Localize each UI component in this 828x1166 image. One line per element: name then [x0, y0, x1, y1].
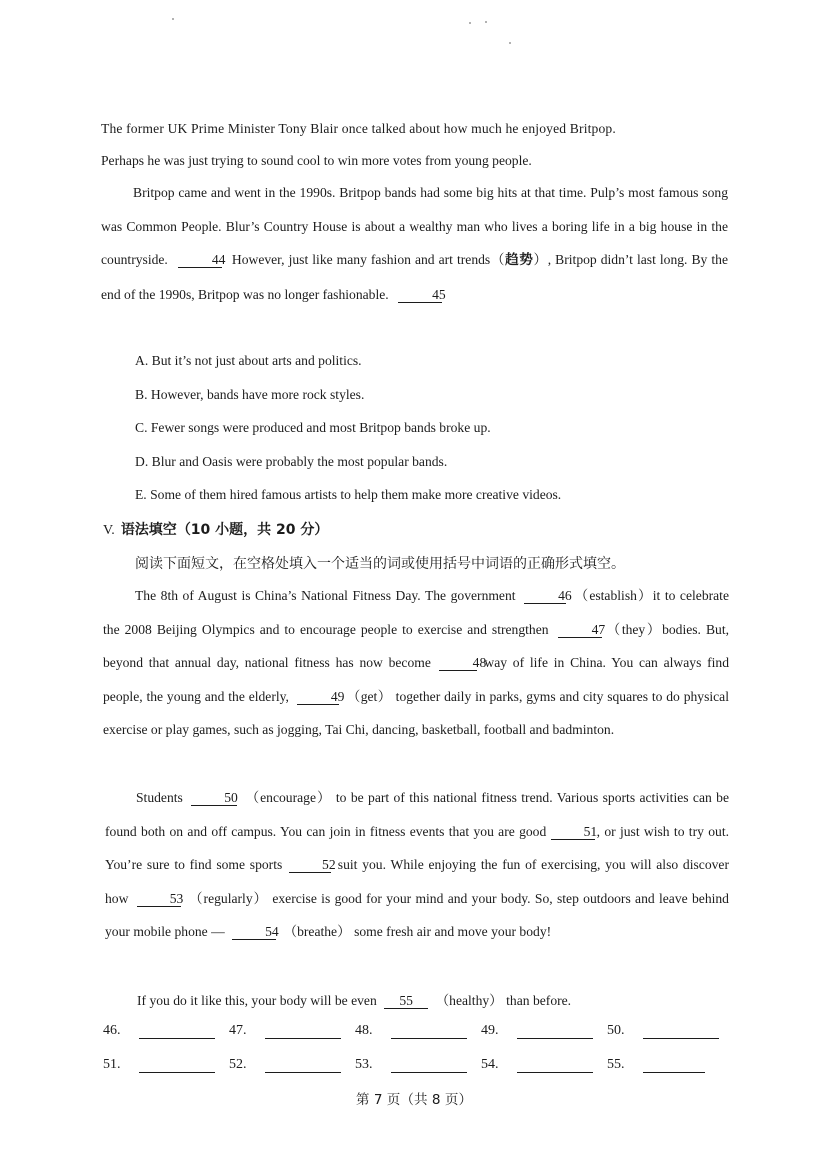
option-letter: D.	[135, 454, 149, 469]
answer-slot	[355, 1023, 481, 1039]
blank-46[interactable]: 46	[524, 588, 566, 604]
blank-48[interactable]: 48	[439, 655, 477, 671]
answer-slot	[481, 1023, 607, 1039]
passage-line-2: Perhaps he was just trying to sound cool to win more votes from young people.	[101, 153, 532, 168]
answer-slot	[607, 1057, 733, 1073]
answer-line[interactable]	[517, 1024, 593, 1039]
option-b	[135, 387, 364, 403]
blank-51[interactable]: 51	[551, 824, 595, 840]
paragraph-text: （establish）it to celebrate the 2008 Beijing Olympics and to encourage people to exercise and strengthen	[103, 588, 729, 637]
section-heading	[103, 519, 328, 539]
blank-50[interactable]: 50	[191, 790, 237, 806]
option-text: However, bands have more rock styles.	[150, 387, 365, 402]
paragraph-text: ）, Britpop didn’t last long. By the end of the 1990s, Britpop was no longer fashionable.	[101, 252, 728, 302]
answer-slot	[103, 1023, 229, 1039]
answer-number: 51.	[103, 1057, 121, 1072]
answer-number: 49.	[481, 1023, 499, 1038]
option-text: But it’s not just about arts and politics.	[151, 353, 362, 368]
answer-line[interactable]	[643, 1058, 705, 1073]
paragraph-text: （breathe） some fresh air and move your body!	[283, 924, 552, 939]
answer-line[interactable]	[265, 1058, 341, 1073]
scan-speck	[469, 22, 471, 24]
option-text: Fewer songs were produced and most Britpop bands broke up.	[150, 420, 491, 435]
option-letter: E.	[135, 487, 147, 502]
blank-52[interactable]: 52	[289, 857, 331, 873]
answer-number: 52.	[229, 1057, 247, 1072]
option-a	[135, 353, 362, 369]
paragraph-text: Students	[136, 790, 183, 805]
answer-number: 50.	[607, 1023, 625, 1038]
paragraph-text: However, just like many fashion and art trends（	[231, 252, 506, 267]
scan-speck	[485, 21, 487, 23]
grammar-paragraph-1	[103, 579, 729, 747]
grammar-paragraph-2	[105, 781, 729, 949]
answer-line[interactable]	[391, 1058, 467, 1073]
option-text: Blur and Oasis were probably the most popular bands.	[151, 454, 448, 469]
answer-slot	[355, 1057, 481, 1073]
section-number: V.	[103, 523, 115, 538]
answer-number: 47.	[229, 1023, 247, 1038]
answer-row-1	[103, 1023, 733, 1039]
paragraph-text: If you do it like this, your body will be even	[137, 993, 377, 1008]
answer-number: 55.	[607, 1057, 625, 1072]
option-letter: C.	[135, 420, 148, 435]
passage-paragraph-2	[101, 176, 728, 311]
grammar-paragraph-3	[137, 989, 571, 1009]
answer-line[interactable]	[139, 1024, 215, 1039]
blank-55[interactable]: 55	[384, 993, 428, 1009]
blank-45[interactable]: 45	[398, 287, 442, 303]
paragraph-text: （regularly） exercise is good for your mind and your body. So, step outdoors and leave behind your mobile phone —	[105, 890, 729, 939]
scan-speck	[172, 18, 174, 20]
answer-slot	[229, 1057, 355, 1073]
blank-49[interactable]: 49	[297, 689, 339, 705]
answer-line[interactable]	[391, 1024, 467, 1039]
answer-line[interactable]	[139, 1058, 215, 1073]
paragraph-text: Britpop came and went in the 1990s. Britpop bands had some big hits at that time. Pulp’s most famous song was Common People. Blur’s Country House is about a wealthy man who lives a boring life in a big house in the countryside.	[101, 185, 728, 267]
answer-slot	[607, 1023, 733, 1039]
option-c	[135, 420, 491, 436]
section-title: 语法填空	[120, 522, 177, 538]
paragraph-text-chinese: 趋势	[505, 252, 534, 268]
blank-47[interactable]: 47	[558, 622, 602, 638]
paragraph-text: suit you. While enjoying the fun of exercising, you will also discover how	[105, 857, 729, 906]
answer-line[interactable]	[643, 1024, 719, 1039]
blank-53[interactable]: 53	[137, 891, 181, 907]
paragraph-text: （they）bodies. But, beyond that annual day, national fitness has now become	[103, 621, 730, 670]
paragraph-text: , or just wish to try out. You’re sure to find some sports	[105, 823, 729, 872]
answer-slot	[229, 1023, 355, 1039]
option-d	[135, 454, 447, 470]
paragraph-text: way of life in China. You can always find people, the young and the elderly,	[103, 655, 730, 704]
passage-line-1: The former UK Prime Minister Tony Blair once talked about how much he enjoyed Britpop.	[101, 121, 616, 136]
answer-slot	[481, 1057, 607, 1073]
blank-44[interactable]: 44	[178, 252, 222, 268]
blank-54[interactable]: 54	[232, 924, 276, 940]
option-letter: A.	[135, 353, 149, 368]
answer-row-2	[103, 1057, 733, 1073]
answer-number: 48.	[355, 1023, 373, 1038]
section-instruction: 阅读下面短文，在空格处填入一个适当的词或使用括号中词语的正确形式填空。	[135, 556, 625, 572]
paragraph-text: （healthy） than before.	[435, 993, 572, 1008]
answer-slot	[103, 1057, 229, 1073]
paragraph-text: （get） together daily in parks, gyms and city squares to do physical exercise or play games, such as jogging, Tai Chi, dancing, basketball, football and badminton.	[103, 688, 729, 737]
answer-number: 54.	[481, 1057, 499, 1072]
option-e	[135, 487, 561, 503]
answer-line[interactable]	[265, 1024, 341, 1039]
section-score: （10 小题，共 20 分）	[176, 522, 329, 538]
paragraph-text: （encourage） to be part of this national fitness trend. Various sports activities can be found both on and off campus. You can join in fitness events that you are good	[105, 790, 729, 839]
option-text: Some of them hired famous artists to help them make more creative videos.	[150, 487, 562, 502]
page-footer: 第 7 页（共 8 页）	[355, 1092, 473, 1108]
option-letter: B.	[135, 387, 148, 402]
answer-number: 46.	[103, 1023, 121, 1038]
scan-speck	[509, 42, 511, 44]
answer-number: 53.	[355, 1057, 373, 1072]
answer-line[interactable]	[517, 1058, 593, 1073]
paragraph-text: The 8th of August is China’s National Fitness Day. The government	[135, 588, 516, 603]
